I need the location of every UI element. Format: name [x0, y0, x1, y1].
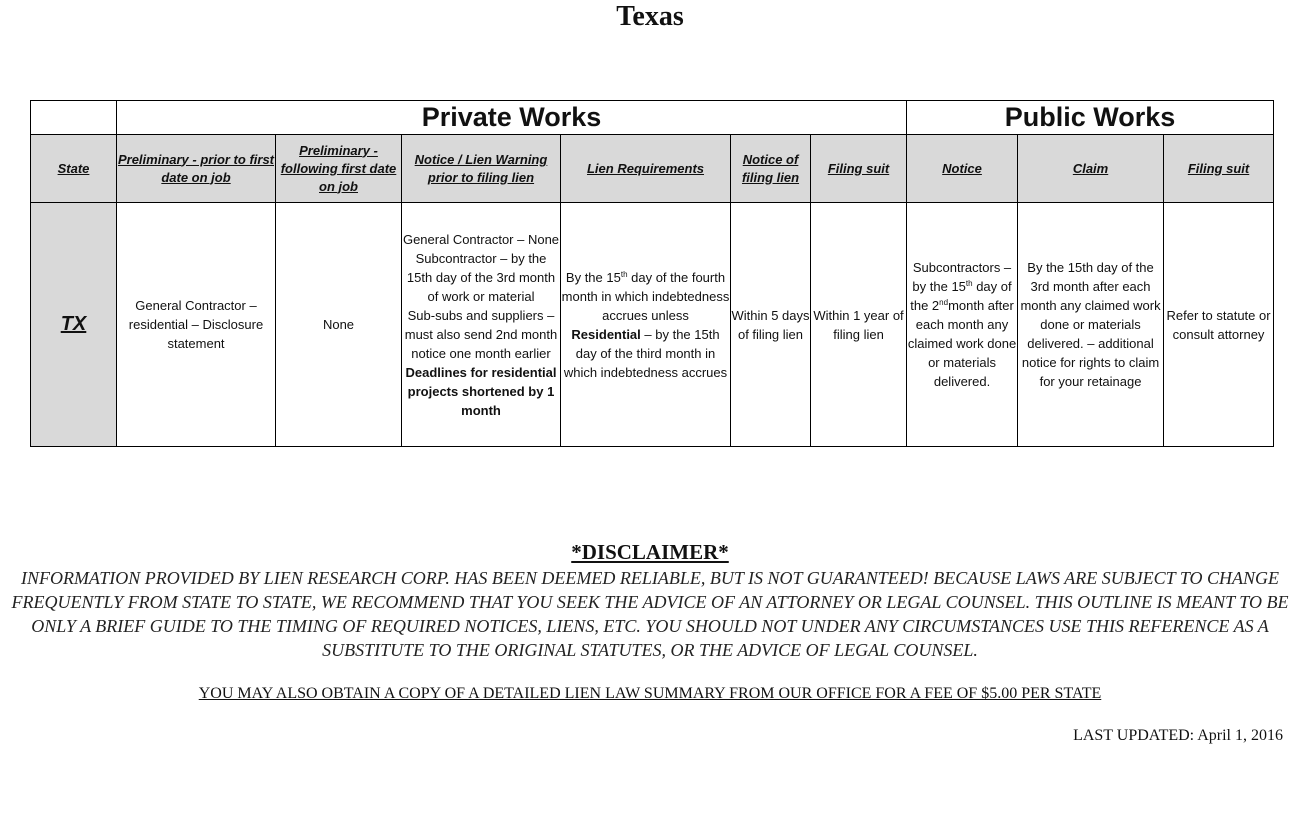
- last-updated: LAST UPDATED: April 1, 2016: [1073, 727, 1283, 744]
- col-header-state: State: [31, 135, 117, 203]
- disclaimer-title: *DISCLAIMER*: [571, 540, 729, 564]
- public-claim-cell: By the 15th day of the 3rd month after each month any claimed work done or materials delivered. – additional notice for rights to claim for your retainage: [1018, 203, 1164, 447]
- private-filing-suit-cell: Within 1 year of filing lien: [811, 203, 907, 447]
- col-header-private-filing-suit: Filing suit: [811, 135, 907, 203]
- lien-requirements-part2: [561, 325, 730, 382]
- public-notice-cell: [907, 203, 1018, 447]
- col-header-public-notice: Notice: [907, 135, 1018, 203]
- lien-requirements-part1: [561, 268, 730, 325]
- public-notice-text-c: month after each month any claimed work done or materials delivered.: [907, 298, 1017, 389]
- lien-req-text-b: day of the fourth month in which indebtedness accrues unless: [561, 269, 730, 323]
- col-header-public-claim: Claim: [1018, 135, 1164, 203]
- disclaimer-text: INFORMATION PROVIDED BY LIEN RESEARCH CORP. HAS BEEN DEEMED RELIABLE, BUT IS NOT GUARANTEED! BECAUSE LAWS ARE SUBJECT TO CHANGE FREQUENTLY FROM STATE TO STATE, WE RECOMMEND THAT YOU SEEK THE ADVICE OF AN ATTORNEY OR LEGAL COUNSEL. THIS OUTLINE IS MEANT TO BE ONLY A BRIEF GUIDE TO THE TIMING OF REQUIRED NOTICES, LIENS, ETC. YOU SHOULD NOT UNDER ANY CIRCUMSTANCES USE THIS REFERENCE AS A SUBSTITUTE TO THE ORIGINAL STATUTES, OR THE ADVICE OF LEGAL COUNSEL.: [11, 568, 1289, 660]
- lien-req-residential-label: Residential: [571, 326, 641, 342]
- col-header-lien-requirements: Lien Requirements: [561, 135, 731, 203]
- prelim-following-cell: None: [276, 203, 402, 447]
- notice-of-filing-cell: Within 5 days of filing lien: [731, 203, 811, 447]
- page-title: Texas: [616, 1, 684, 32]
- lien-req-sup: th: [620, 269, 628, 279]
- lien-req-text-a: By the 15: [565, 269, 621, 285]
- public-notice-text-a: Subcontractors – by the 15: [912, 260, 1012, 294]
- group-header-row: [31, 101, 1274, 135]
- public-notice-sup1: th: [965, 279, 973, 288]
- public-notice-text-b: day of the 2: [910, 279, 1012, 313]
- state-cell: TX: [31, 203, 117, 447]
- lien-summary-offer: YOU MAY ALSO OBTAIN A COPY OF A DETAILED LIEN LAW SUMMARY FROM OUR OFFICE FOR A FEE OF $5.00 PER STATE: [198, 685, 1102, 702]
- lien-requirements-cell: [561, 203, 731, 447]
- col-header-notice-lien-warning: Notice / Lien Warning prior to filing lien: [402, 135, 561, 203]
- notice-lien-warning-line1: General Contractor – None Subcontractor – by the 15th day of the 3rd month of work or material: [402, 231, 560, 304]
- public-works-header: Public Works: [907, 101, 1274, 135]
- empty-corner-cell: [31, 101, 117, 135]
- prelim-prior-cell: General Contractor – residential – Disclosure statement: [117, 203, 276, 447]
- private-works-header: Private Works: [117, 101, 907, 135]
- notice-lien-warning-line2: Sub-subs and suppliers – must also send 2nd month notice one month earlier: [404, 307, 558, 361]
- col-header-prelim-following: Preliminary - following first date on job: [276, 135, 402, 203]
- column-header-row: [31, 135, 1274, 203]
- lien-req-residential-text: – by the 15th day of the third month in which indebtedness accrues: [563, 326, 728, 380]
- col-header-prelim-prior: Preliminary - prior to first date on job: [117, 135, 276, 203]
- table-row: [31, 203, 1274, 447]
- public-notice-sup2: nd: [939, 298, 949, 307]
- notice-lien-warning-cell: [402, 203, 561, 447]
- col-header-public-filing-suit: Filing suit: [1164, 135, 1274, 203]
- public-filing-suit-cell: Refer to statute or consult attorney: [1164, 203, 1274, 447]
- lien-law-table: [30, 100, 1274, 447]
- notice-lien-warning-residential: Deadlines for residential projects shortened by 1 month: [405, 364, 557, 418]
- col-header-notice-of-filing: Notice of filing lien: [731, 135, 811, 203]
